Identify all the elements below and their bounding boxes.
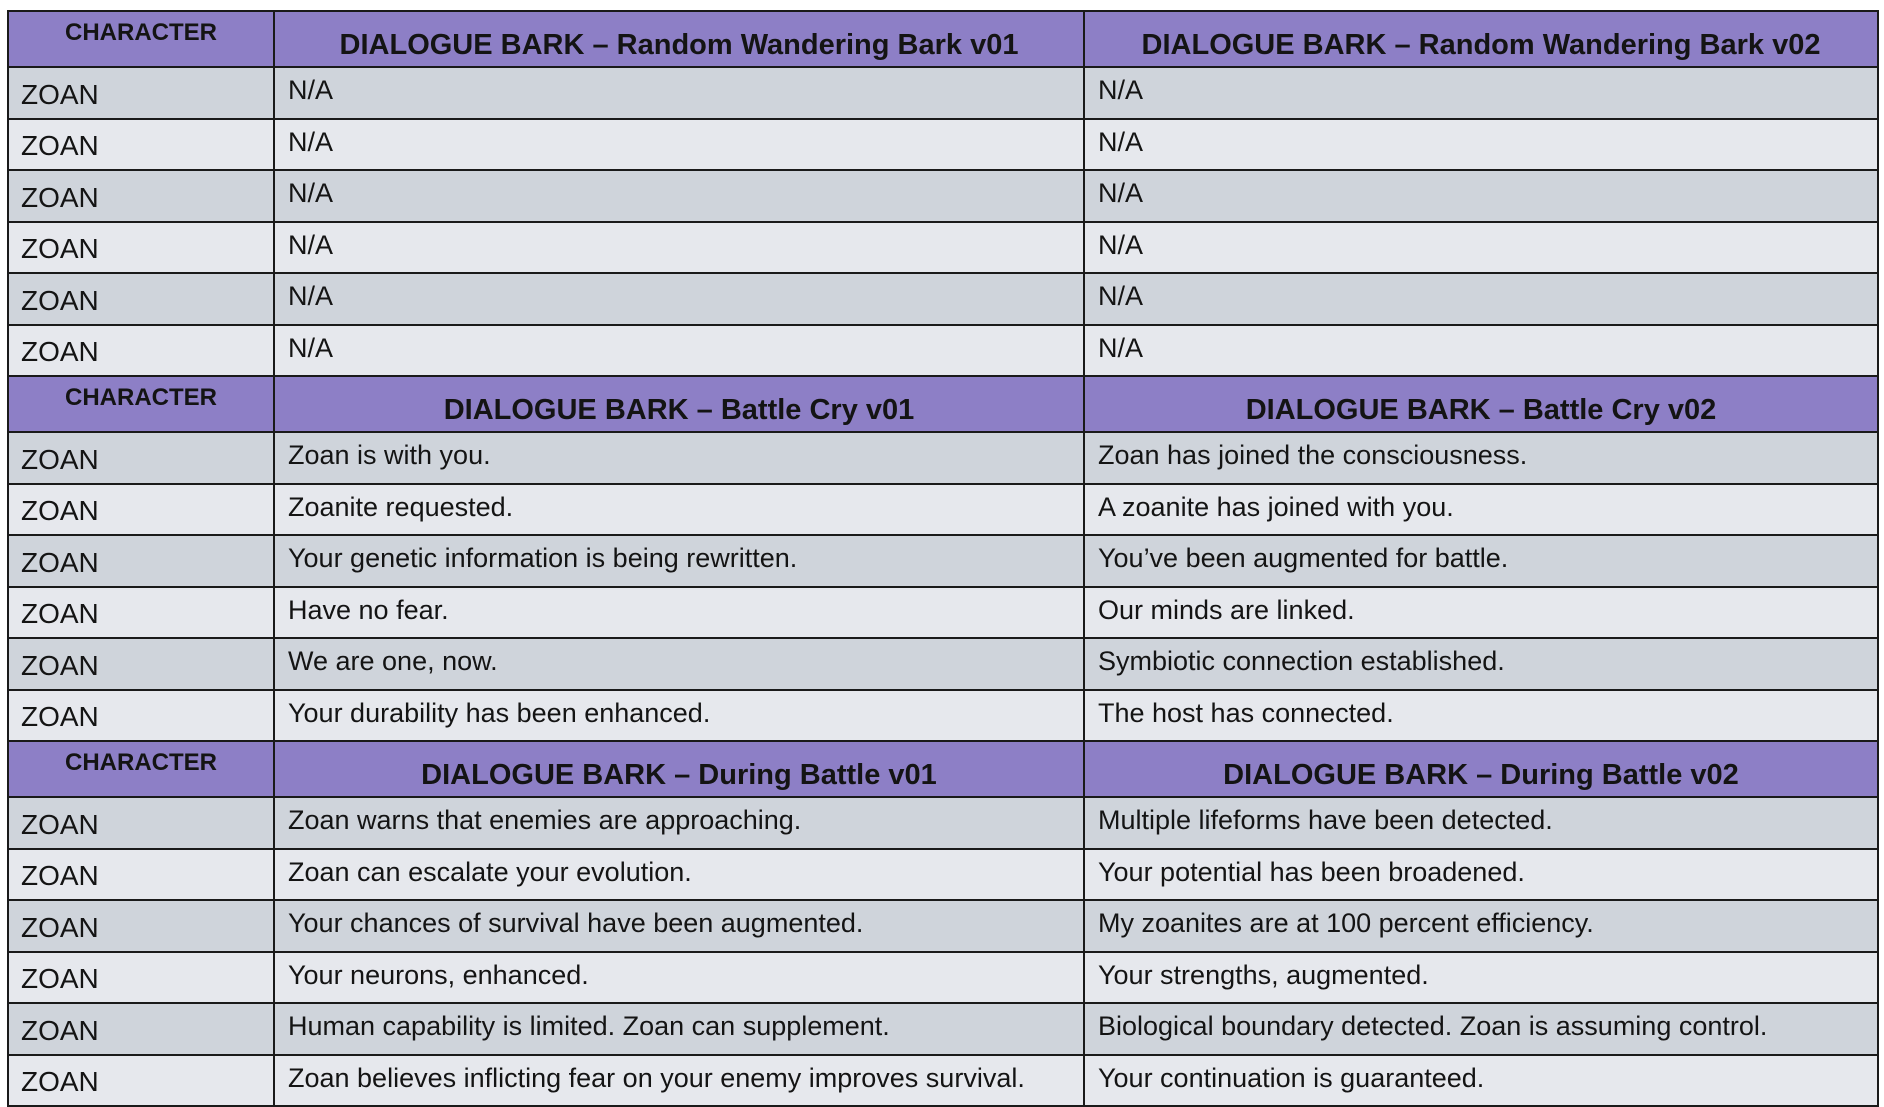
bark-v02-cell: N/A	[1084, 67, 1878, 119]
bark-v01-cell: N/A	[274, 67, 1084, 119]
table-row	[8, 690, 1878, 742]
table-row	[8, 222, 1878, 274]
bark-v01-cell: Have no fear.	[274, 587, 1084, 639]
character-cell: ZOAN	[8, 273, 274, 325]
bark-v02-cell: N/A	[1084, 273, 1878, 325]
character-cell: ZOAN	[8, 325, 274, 377]
table-row	[8, 1003, 1878, 1055]
table-row	[8, 170, 1878, 222]
character-cell: ZOAN	[8, 797, 274, 849]
bark-v01-cell: Your neurons, enhanced.	[274, 952, 1084, 1004]
header-character: CHARACTER	[8, 376, 274, 432]
bark-v01-cell: Zoan is with you.	[274, 432, 1084, 484]
character-cell: ZOAN	[8, 1003, 274, 1055]
table-row	[8, 119, 1878, 171]
header-v01: DIALOGUE BARK – Random Wandering Bark v01	[274, 11, 1084, 67]
bark-v02-cell: A zoanite has joined with you.	[1084, 484, 1878, 536]
bark-v02-cell: Biological boundary detected. Zoan is assuming control.	[1084, 1003, 1878, 1055]
table-row	[8, 535, 1878, 587]
bark-v02-cell: Multiple lifeforms have been detected.	[1084, 797, 1878, 849]
dialogue-bark-table	[7, 10, 1879, 1107]
bark-v02-cell: N/A	[1084, 325, 1878, 377]
table-row	[8, 325, 1878, 377]
header-v01: DIALOGUE BARK – Battle Cry v01	[274, 376, 1084, 432]
bark-v01-cell: Human capability is limited. Zoan can supplement.	[274, 1003, 1084, 1055]
table-row	[8, 273, 1878, 325]
character-cell: ZOAN	[8, 638, 274, 690]
table-row	[8, 849, 1878, 901]
bark-v01-cell: N/A	[274, 170, 1084, 222]
bark-v02-cell: Symbiotic connection established.	[1084, 638, 1878, 690]
section-header-battle-cry	[8, 376, 1878, 432]
table-row	[8, 432, 1878, 484]
table-row	[8, 900, 1878, 952]
character-cell: ZOAN	[8, 1055, 274, 1107]
bark-v01-cell: Your genetic information is being rewritten.	[274, 535, 1084, 587]
bark-v01-cell: Your chances of survival have been augmented.	[274, 900, 1084, 952]
table-row	[8, 638, 1878, 690]
character-cell: ZOAN	[8, 432, 274, 484]
bark-v02-cell: Your continuation is guaranteed.	[1084, 1055, 1878, 1107]
header-character: CHARACTER	[8, 11, 274, 67]
bark-v01-cell: N/A	[274, 273, 1084, 325]
bark-v01-cell: Zoan believes inflicting fear on your enemy improves survival.	[274, 1055, 1084, 1107]
table-row	[8, 484, 1878, 536]
character-cell: ZOAN	[8, 222, 274, 274]
character-cell: ZOAN	[8, 849, 274, 901]
bark-v02-cell: The host has connected.	[1084, 690, 1878, 742]
header-v02: DIALOGUE BARK – Random Wandering Bark v02	[1084, 11, 1878, 67]
dialogue-bark-table-body	[8, 11, 1878, 1106]
bark-v02-cell: Zoan has joined the consciousness.	[1084, 432, 1878, 484]
bark-v02-cell: N/A	[1084, 170, 1878, 222]
bark-v01-cell: Your durability has been enhanced.	[274, 690, 1084, 742]
table-row	[8, 67, 1878, 119]
section-header-random-wandering	[8, 11, 1878, 67]
character-cell: ZOAN	[8, 900, 274, 952]
header-v02: DIALOGUE BARK – During Battle v02	[1084, 741, 1878, 797]
bark-v02-cell: Your strengths, augmented.	[1084, 952, 1878, 1004]
bark-v02-cell: Our minds are linked.	[1084, 587, 1878, 639]
header-v01: DIALOGUE BARK – During Battle v01	[274, 741, 1084, 797]
bark-v01-cell: Zoan can escalate your evolution.	[274, 849, 1084, 901]
character-cell: ZOAN	[8, 690, 274, 742]
bark-v01-cell: N/A	[274, 222, 1084, 274]
bark-v01-cell: Zoan warns that enemies are approaching.	[274, 797, 1084, 849]
character-cell: ZOAN	[8, 484, 274, 536]
header-character: CHARACTER	[8, 741, 274, 797]
section-header-during-battle	[8, 741, 1878, 797]
bark-v02-cell: N/A	[1084, 119, 1878, 171]
bark-v02-cell: N/A	[1084, 222, 1878, 274]
table-row	[8, 1055, 1878, 1107]
bark-v02-cell: Your potential has been broadened.	[1084, 849, 1878, 901]
bark-v01-cell: Zoanite requested.	[274, 484, 1084, 536]
table-row	[8, 952, 1878, 1004]
table-row	[8, 797, 1878, 849]
bark-v02-cell: You’ve been augmented for battle.	[1084, 535, 1878, 587]
table-row	[8, 587, 1878, 639]
character-cell: ZOAN	[8, 119, 274, 171]
bark-v01-cell: N/A	[274, 119, 1084, 171]
character-cell: ZOAN	[8, 67, 274, 119]
character-cell: ZOAN	[8, 587, 274, 639]
character-cell: ZOAN	[8, 952, 274, 1004]
header-v02: DIALOGUE BARK – Battle Cry v02	[1084, 376, 1878, 432]
character-cell: ZOAN	[8, 170, 274, 222]
character-cell: ZOAN	[8, 535, 274, 587]
bark-v02-cell: My zoanites are at 100 percent efficiency.	[1084, 900, 1878, 952]
bark-v01-cell: We are one, now.	[274, 638, 1084, 690]
bark-v01-cell: N/A	[274, 325, 1084, 377]
